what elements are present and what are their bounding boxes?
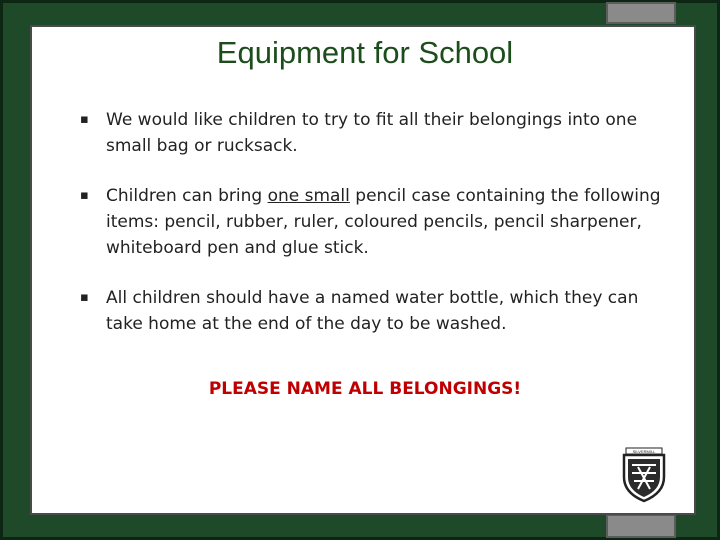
bullet-text: We would like children to try to fit all their belongings into one small bag or rucksack. bbox=[106, 110, 638, 156]
bullet-item-water-bottle bbox=[80, 285, 680, 337]
name-belongings-notice: PLEASE NAME ALL BELONGINGS! bbox=[208, 379, 522, 399]
bullet-item-bag bbox=[80, 107, 680, 159]
bullet-item-pencil-case bbox=[80, 183, 680, 261]
square-bullet-icon: ▪ bbox=[80, 290, 89, 305]
bullet-text-before: Children can bring bbox=[106, 186, 268, 206]
top-tab-decoration bbox=[606, 2, 676, 24]
bottom-tab-decoration bbox=[606, 514, 676, 538]
bullet-text-after: pencil case containing the following items: pencil, rubber, ruler, coloured pencils, pencil sharpener, whiteboard pen and glue stick. bbox=[106, 186, 661, 258]
school-crest-logo bbox=[620, 447, 668, 503]
square-bullet-icon: ▪ bbox=[80, 188, 89, 203]
slide-title: Equipment for School bbox=[216, 35, 514, 70]
slide-panel bbox=[30, 25, 696, 515]
square-bullet-icon: ▪ bbox=[80, 112, 89, 127]
bullet-text-underlined: one small bbox=[267, 186, 350, 206]
bullet-list bbox=[80, 107, 680, 361]
bullet-text: All children should have a named water bottle, which they can take home at the end of the day to be washed. bbox=[106, 288, 639, 334]
crest-text: SILVERMILL bbox=[632, 449, 656, 454]
